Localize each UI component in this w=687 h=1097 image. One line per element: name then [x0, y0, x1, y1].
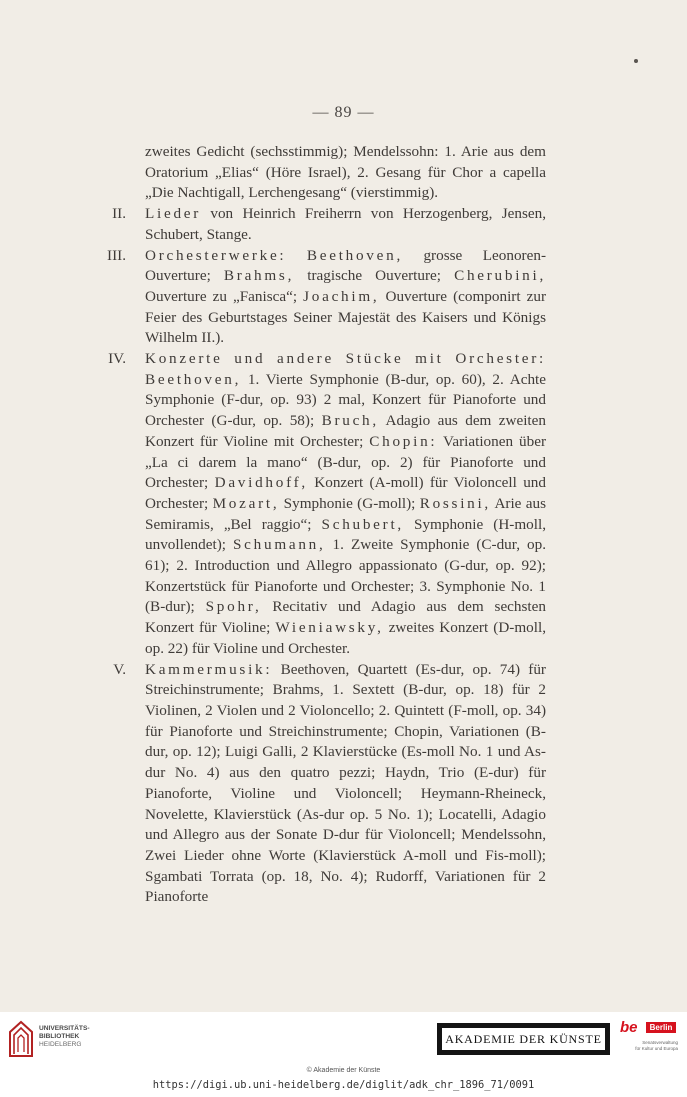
spaced-heading-text: Wieniawsky, — [275, 619, 384, 637]
paragraph — [104, 660, 546, 908]
berlin-sub-line1: Senatsverwaltung — [642, 1040, 678, 1045]
ub-heidelberg-wordmark — [39, 1025, 90, 1049]
body-text: Variationen über „La ci darem la mano“ (B-dur, op. 2) für Pianoforte und Orchester; — [145, 432, 546, 492]
ub-heidelberg-emblem-icon — [8, 1020, 34, 1058]
berlin-sub-line2: für Kultur und Europa — [635, 1045, 678, 1051]
body-text: Ouverture (componirt zur Feier des Geburtstages Seiner Majestät des Kaisers und Königs Wilhelm II.). — [145, 287, 546, 347]
paragraph — [104, 142, 546, 204]
spaced-heading-text: Chopin: — [369, 432, 438, 450]
section-number: II. — [112, 205, 126, 223]
paragraph — [104, 349, 546, 660]
paper-speck — [634, 59, 638, 63]
body-text: Symphonie (G-moll); — [279, 494, 420, 512]
spaced-heading-text: Bruch, — [321, 412, 379, 430]
spaced-heading-text: Orchesterwerke: — [145, 246, 287, 264]
body-text: Symphonie (H-moll, unvollendet); — [145, 515, 546, 554]
body-text: 1. Zweite Symphonie (C-dur, op. 61); 2. Introduction und Allegro appassionato (G-dur, op. 92); Konzertstück für Pianoforte und Orchester; 3. Symphonie No. 1 (B-dur); — [145, 536, 546, 616]
ub-logo-line2: BIBLIOTHEK — [39, 1033, 80, 1040]
permalink-url[interactable]: https://digi.ub.uni-heidelberg.de/diglit/adk_chr_1896_71/0091 — [152, 1079, 535, 1091]
ub-heidelberg-logo[interactable] — [8, 1020, 118, 1060]
body-text — [286, 247, 306, 264]
section-number: III. — [107, 246, 126, 264]
spaced-heading-text: Konzerte und andere Stücke mit Orchester: — [145, 350, 546, 368]
body-text: Recitativ und Adagio aus dem sechsten Konzert für Violine; — [145, 598, 546, 637]
spaced-heading-text: Cherubini, — [454, 267, 546, 285]
body-text: Adagio aus dem zweiten Konzert für Violine mit Orchester; — [145, 412, 546, 450]
spaced-heading-text: Beethoven, — [306, 246, 403, 264]
berlin-box: Berlin — [646, 1022, 676, 1033]
spaced-heading-text: Kammermusik: — [145, 660, 273, 678]
body-text: grosse Leonoren-Ouverture; — [145, 246, 546, 285]
page-number: — 89 — — [312, 104, 375, 121]
spaced-heading-text: Davidhoff, — [214, 474, 308, 492]
akademie-der-kuenste-logo[interactable] — [437, 1023, 610, 1055]
spaced-heading-text: Rossini, — [419, 494, 491, 512]
paragraph — [104, 204, 546, 245]
ub-logo-line3: HEIDELBERG — [39, 1041, 82, 1048]
spaced-heading-text: Joachim, — [303, 287, 380, 305]
copyright-notice: © Akademie der Künste — [306, 1067, 381, 1074]
body-text: zweites Konzert (D-moll, op. 22) für Violine und Orchester. — [145, 619, 546, 657]
section-number: V. — [113, 660, 126, 678]
ub-logo-line1: UNIVERSITÄTS- — [39, 1025, 90, 1032]
spaced-heading-text: Lieder — [145, 205, 202, 223]
page-text-body — [104, 142, 546, 908]
body-text: zweites Gedicht (sechsstimmig); Mendelssohn: 1. Arie aus dem Oratorium „Elias“ (Höre Israel), 2. Gesang für Chor a capella „Die Nachtigall, Lerchengesang“ (vierstimmig). — [145, 143, 546, 202]
spaced-heading-text: Brahms, — [223, 267, 295, 285]
spaced-heading-text: Schumann, — [233, 536, 326, 554]
spaced-heading-text: Beethoven, — [145, 370, 242, 388]
body-text: Ouverture zu „Fanisca“; — [145, 287, 304, 305]
body-text: 1. Vierte Symphonie (B-dur, op. 60), 2. Achte Symphonie (F-dur, op. 93) 2 mal, Konzert für Pianoforte und Orchester (G-dur, op. 58); — [145, 370, 546, 430]
body-text: tragische Ouverture; — [294, 267, 455, 285]
spaced-heading-text: Mozart, — [212, 494, 280, 512]
body-text: von Heinrich Freiherrn von Herzogenberg, Jensen, Schubert, Stange. — [145, 205, 546, 243]
body-text: Konzert (A-moll) für Violoncell und Orchester; — [145, 474, 546, 512]
spaced-heading-text: Schubert, — [321, 515, 404, 533]
spaced-heading-text: Spohr, — [205, 598, 262, 616]
be-berlin-mark: be — [620, 1019, 638, 1036]
berlin-senate-subtitle — [634, 1040, 678, 1051]
berlin-senate-logo[interactable] — [620, 1020, 678, 1058]
akademie-label: AKADEMIE DER KÜNSTE — [442, 1028, 605, 1050]
paragraph — [104, 246, 546, 350]
body-text: Arie aus Semiramis, „Bel raggio“; — [145, 494, 546, 533]
section-number: IV. — [108, 350, 126, 368]
body-text: Beethoven, Quartett (Es-dur, op. 74) für Streichinstrumente; Brahms, 1. Sextett (B-dur, op. 18) für 2 Violinen, 2 Violen und 2 Violoncello; 2. Quintett (F-moll, op. 34) für Pianoforte und Streichinstrumente; Chopin, Variationen (B-dur, op. 12); Luigi Galli, 2 Klavierstücke (Es-moll No. 1 und As-dur No. 4) aus den quatro pezzi; Haydn, Trio (E-dur) für Pianoforte, Violine und Violoncell; Heymann-Rheineck, Novelette, Klavierstück (As-dur op. 5 No. 1); Locatelli, Adagio und Allegro aus der Sonate D-dur für Violoncell; Mendelssohn, Zwei Lieder ohne Worte (Klavierstück A-moll und Fis-moll); Sgambati Torrata (op. 18, No. 4); Rudorff, Variationen für 2 Pianoforte — [145, 660, 546, 906]
